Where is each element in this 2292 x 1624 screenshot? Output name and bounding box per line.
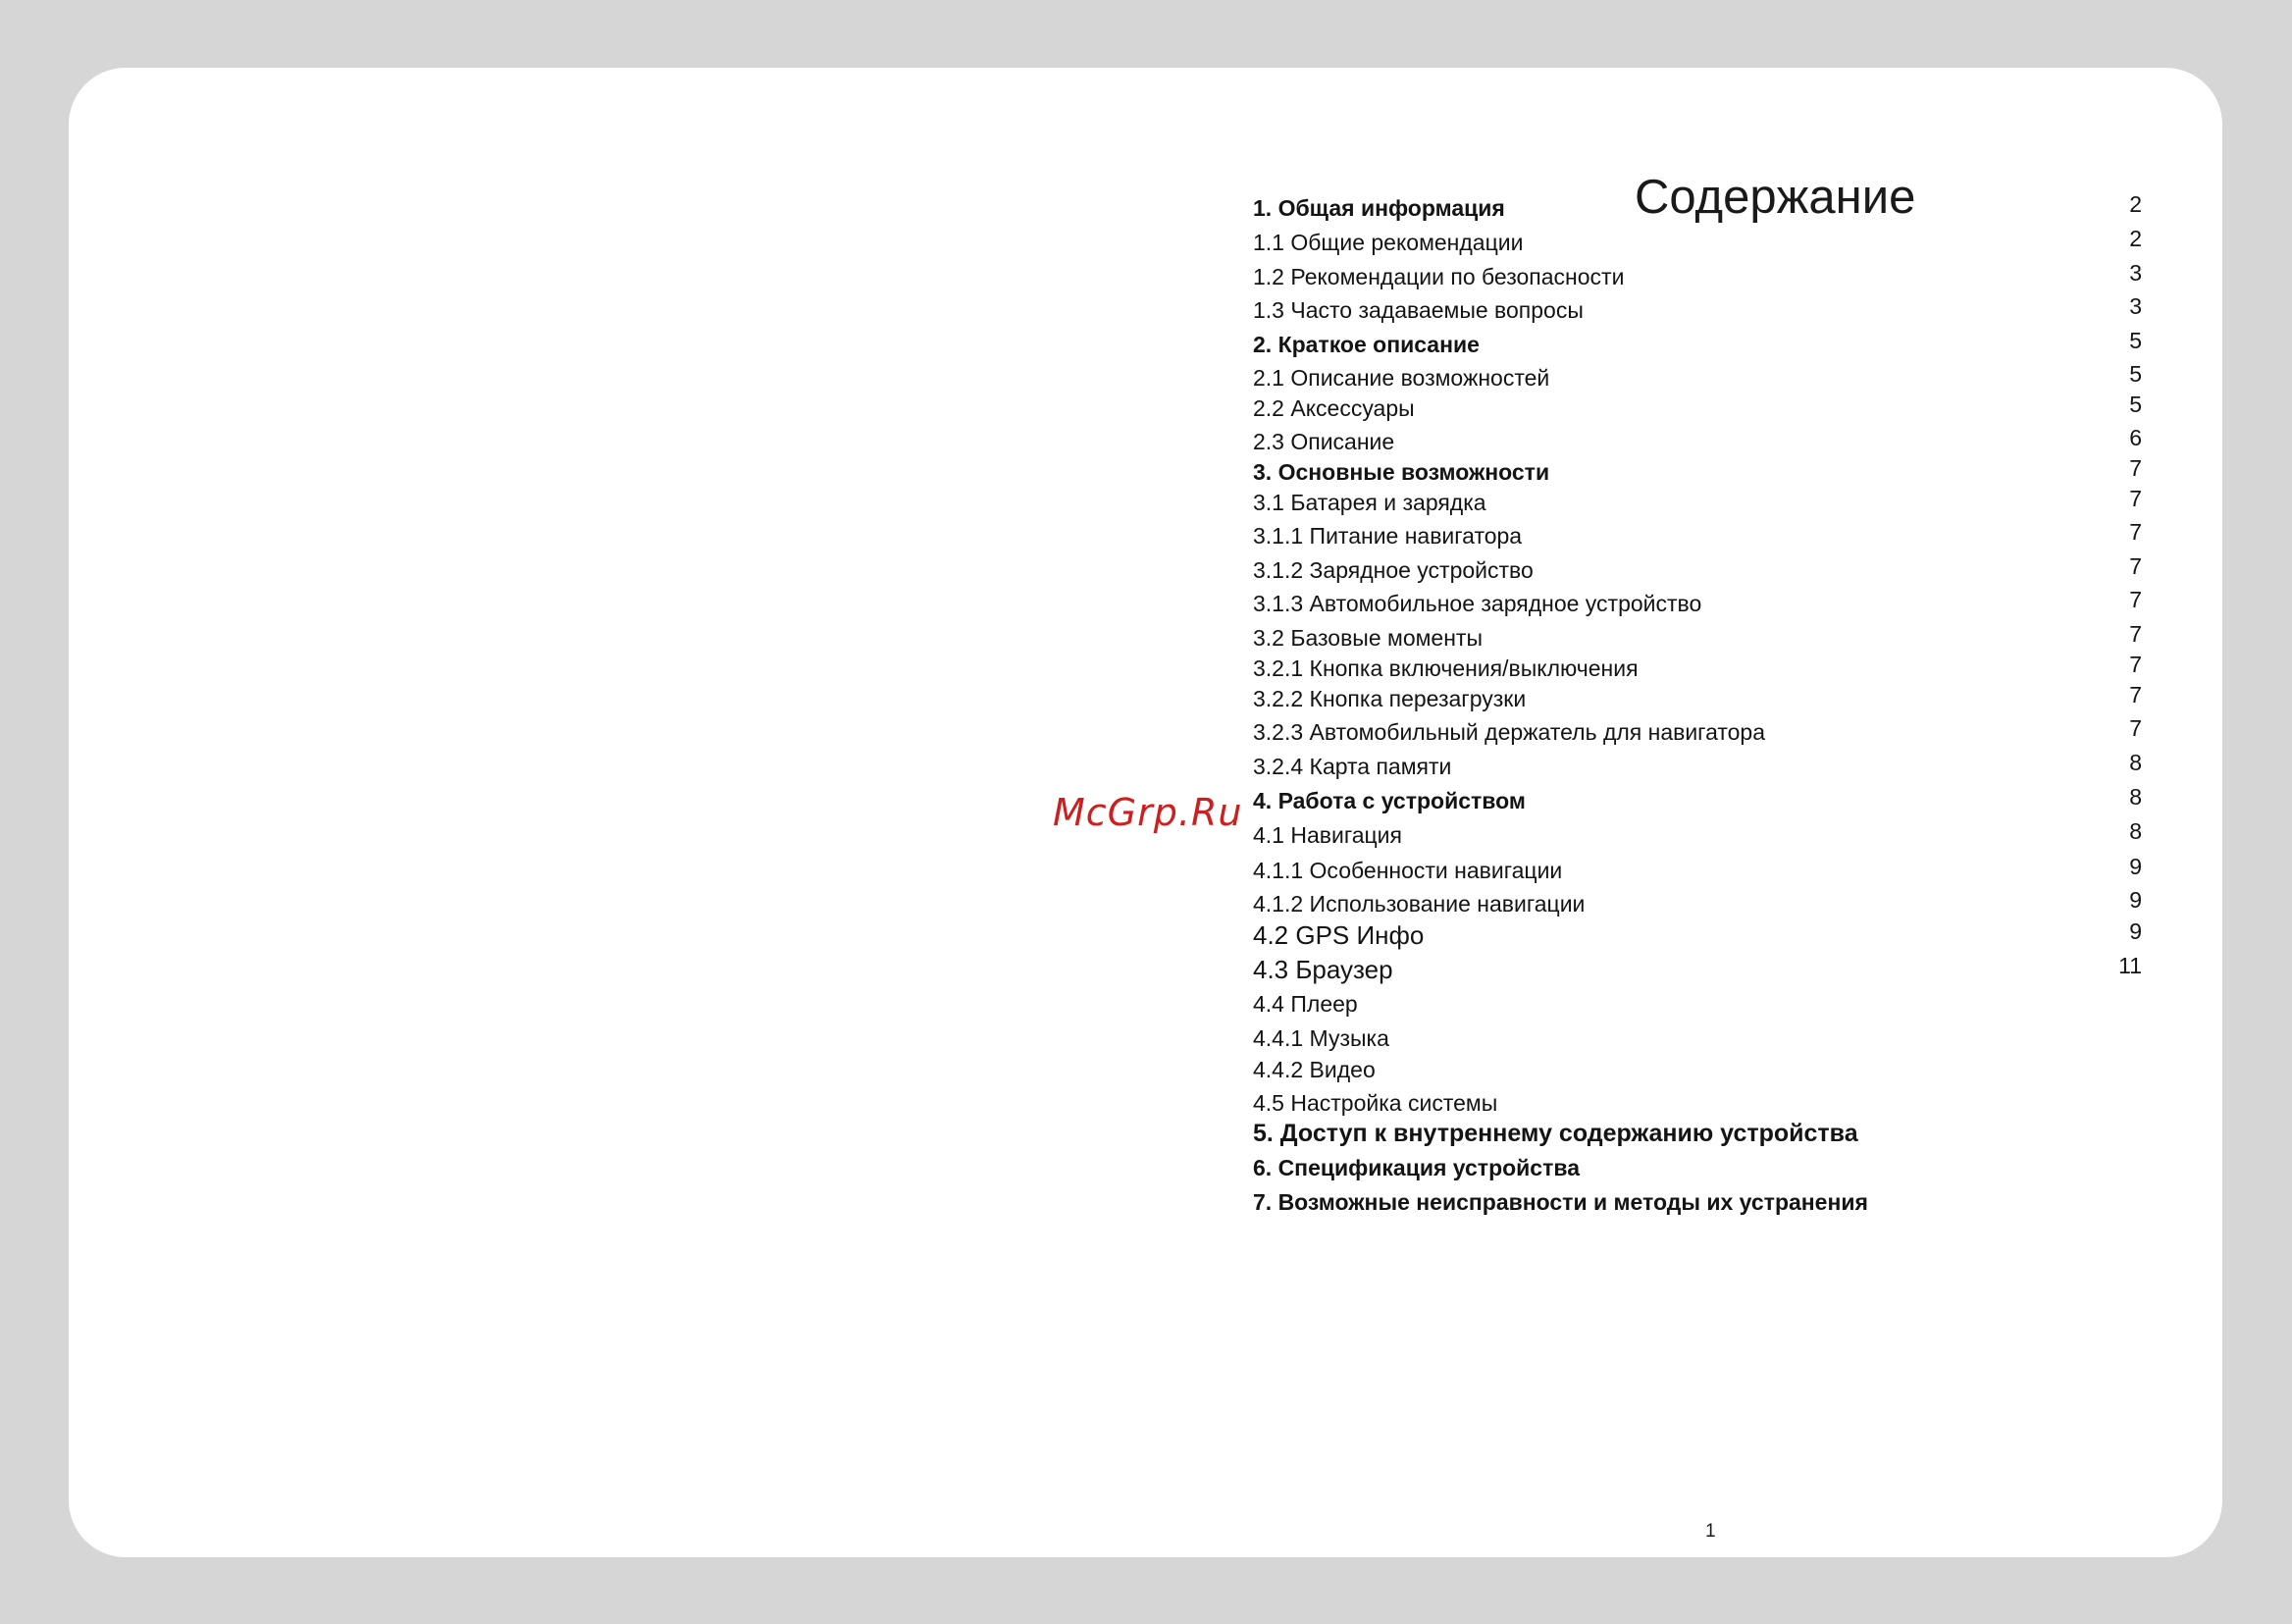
toc-entry	[1253, 193, 2142, 223]
toc-entry	[1253, 717, 2142, 747]
toc-entry-page: 11	[2118, 953, 2142, 978]
toc-entry-page: 7	[2129, 652, 2142, 677]
watermark: McGrp.Ru	[1053, 791, 1243, 834]
toc-entry-page: 9	[2129, 918, 2142, 944]
toc-entry-label: 4.1 Навигация	[1253, 822, 1402, 848]
toc-entry-label: 3.1 Батарея и зарядка	[1253, 490, 1486, 515]
toc-entry	[1253, 989, 2142, 1019]
toc-entry-page: 8	[2129, 784, 2142, 810]
toc-entry	[1253, 330, 2142, 359]
toc-entry-label: 4.1.1 Особенности навигации	[1253, 858, 1563, 883]
toc-entry-label: 1. Общая информация	[1253, 195, 1505, 221]
toc-entry	[1253, 654, 2142, 683]
toc-entry-page: 5	[2129, 328, 2142, 353]
toc-entry-label: 3.1.1 Питание навигатора	[1253, 523, 1523, 549]
toc-entry-label: 4.4.1 Музыка	[1253, 1025, 1389, 1051]
toc-entry-page: 3	[2129, 293, 2142, 319]
toc-entry	[1253, 1055, 2142, 1084]
toc-entry-label: 2. Краткое описание	[1253, 332, 1480, 357]
toc-entry	[1253, 1119, 2142, 1148]
toc-entry-label: 6. Спецификация устройства	[1253, 1155, 1580, 1180]
toc-entry-page: 5	[2129, 392, 2142, 417]
toc-entry	[1253, 920, 2142, 950]
toc-entry-label: 7. Возможные неисправности и методы их устранения	[1253, 1189, 1868, 1215]
toc-entry-page: 8	[2129, 818, 2142, 844]
toc-entry	[1253, 555, 2142, 585]
toc-entry-page: 7	[2129, 519, 2142, 545]
toc-entry-label: 4.3 Браузер	[1253, 955, 1393, 984]
toc-entry-page: 7	[2129, 715, 2142, 741]
toc-entry	[1253, 889, 2142, 918]
toc-entry	[1253, 1153, 2142, 1182]
toc-entry-label: 2.2 Аксессуары	[1253, 395, 1415, 421]
toc-entry-label: 1.2 Рекомендации по безопасности	[1253, 264, 1625, 289]
toc-entry-label: 3.1.3 Автомобильное зарядное устройство	[1253, 591, 1702, 616]
toc-entry-label: 5. Доступ к внутреннему содержанию устройства	[1253, 1120, 1858, 1147]
toc-entry	[1253, 1023, 2142, 1053]
page-title: Содержание	[1635, 171, 1916, 224]
toc-entry-label: 3.2 Базовые моменты	[1253, 625, 1483, 651]
toc-entry-label: 3.2.4 Карта памяти	[1253, 754, 1452, 779]
toc-entry-label: 3. Основные возможности	[1253, 459, 1550, 485]
toc-entry	[1253, 262, 2142, 291]
toc-entry-page: 8	[2129, 750, 2142, 775]
toc-entry-label: 2.1 Описание возможностей	[1253, 365, 1550, 391]
toc-entry-label: 1.3 Часто задаваемые вопросы	[1253, 297, 1584, 323]
toc-entry	[1253, 363, 2142, 393]
toc-entry-label: 4.4.2 Видео	[1253, 1057, 1376, 1082]
toc-entry-page: 9	[2129, 854, 2142, 879]
toc-entry	[1253, 623, 2142, 653]
toc-entry	[1253, 457, 2142, 487]
toc-entry-page: 7	[2129, 486, 2142, 511]
toc-entry-label: 3.2.3 Автомобильный держатель для навигатора	[1253, 719, 1766, 745]
toc-entry-label: 3.2.2 Кнопка перезагрузки	[1253, 686, 1527, 711]
toc-entry	[1253, 786, 2142, 815]
toc-entry-label: 1.1 Общие рекомендации	[1253, 230, 1524, 255]
toc-entry	[1253, 295, 2142, 325]
toc-entry-page: 7	[2129, 587, 2142, 612]
toc-entry	[1253, 521, 2142, 550]
toc-entry-label: 3.1.2 Зарядное устройство	[1253, 557, 1534, 583]
toc-entry	[1253, 820, 2142, 850]
toc-entry-page: 6	[2129, 425, 2142, 450]
toc-entry-page: 3	[2129, 260, 2142, 286]
toc-entry	[1253, 427, 2142, 456]
toc-entry-label: 4.2 GPS Инфо	[1253, 920, 1425, 950]
toc-entry	[1253, 955, 2142, 984]
toc-entry-label: 4.4 Плеер	[1253, 991, 1358, 1017]
toc-entry	[1253, 684, 2142, 713]
toc-entry-page: 7	[2129, 455, 2142, 481]
toc-entry	[1253, 752, 2142, 781]
toc-entry	[1253, 393, 2142, 423]
toc-entry-page: 2	[2129, 191, 2142, 217]
toc-entry	[1253, 1187, 2142, 1217]
toc-entry-page: 7	[2129, 682, 2142, 707]
toc-entry-page: 7	[2129, 553, 2142, 579]
page-number: 1	[1705, 1521, 1716, 1542]
toc-entry-label: 4.5 Настройка системы	[1253, 1090, 1498, 1116]
toc-entry-label: 2.3 Описание	[1253, 429, 1395, 454]
toc-entry-label: 4. Работа с устройством	[1253, 788, 1526, 813]
toc-entry	[1253, 589, 2142, 618]
toc-entry-label: 4.1.2 Использование навигации	[1253, 891, 1586, 917]
toc-entry-page: 5	[2129, 361, 2142, 387]
toc-entry-label: 3.2.1 Кнопка включения/выключения	[1253, 655, 1639, 681]
toc-entry-page: 2	[2129, 226, 2142, 251]
toc-entry	[1253, 856, 2142, 885]
toc-entry-page: 7	[2129, 621, 2142, 647]
toc-entry-page: 9	[2129, 887, 2142, 913]
toc-entry	[1253, 1088, 2142, 1118]
toc-entry	[1253, 228, 2142, 257]
toc-entry	[1253, 488, 2142, 517]
